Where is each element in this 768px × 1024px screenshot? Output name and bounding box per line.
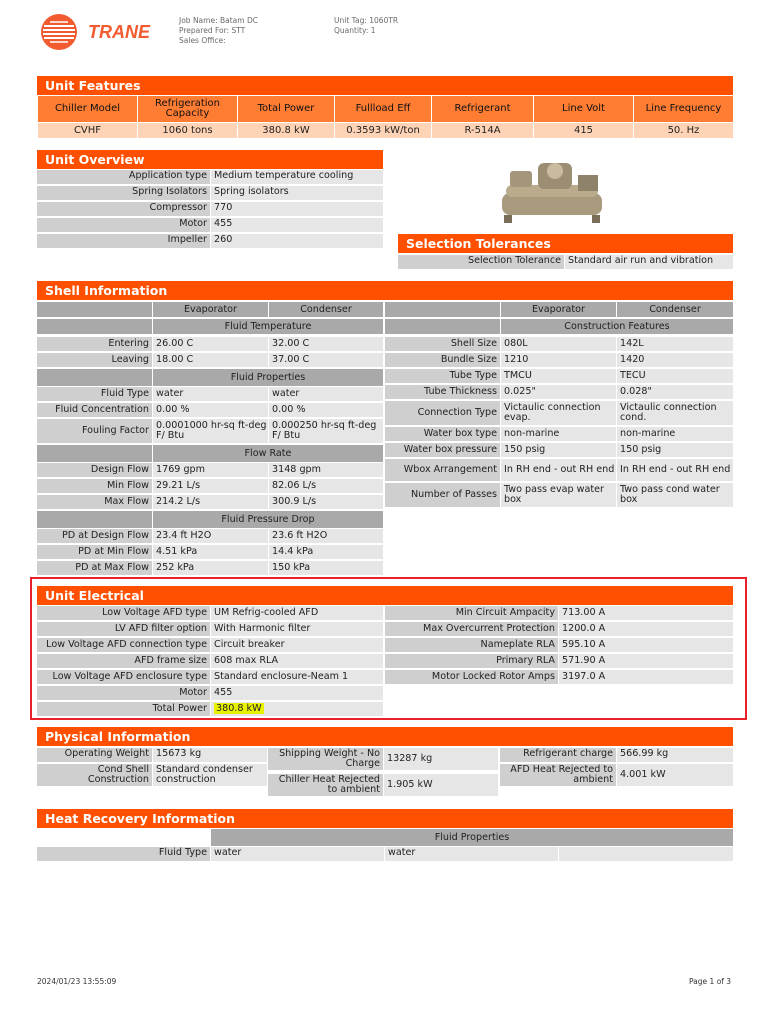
cond-shell-value: Standard condenser construction bbox=[153, 764, 267, 786]
cond-shell-label: Cond Shell Construction bbox=[37, 764, 152, 786]
total-power-highlight: 380.8 kW bbox=[216, 703, 262, 714]
overview-label: Motor bbox=[37, 218, 210, 232]
heat-recovery-empty-cell bbox=[559, 847, 733, 861]
shell-evap-value: 26.00 C bbox=[153, 337, 268, 351]
chiller-heat-label: Chiller Heat Rejected to ambient bbox=[268, 774, 383, 796]
shell-subheader: Construction Features bbox=[501, 319, 733, 334]
shell-cond-value: Victaulic connection cond. bbox=[617, 401, 733, 425]
shell-evap-value: In RH end - out RH end bbox=[501, 459, 616, 481]
shell-row-label: Number of Passes bbox=[385, 483, 500, 507]
electrical-value: 571.90 A bbox=[559, 654, 733, 668]
shell-evap-value: Victaulic connection evap. bbox=[501, 401, 616, 425]
shell-col-condenser: Condenser bbox=[617, 302, 733, 317]
feature-value: R-514A bbox=[432, 123, 533, 138]
unit-overview-title: Unit Overview bbox=[37, 150, 383, 169]
shipping-weight-value: 13287 kg bbox=[384, 748, 498, 770]
shell-cond-value: 37.00 C bbox=[269, 353, 383, 367]
electrical-value: Circuit breaker bbox=[211, 638, 383, 652]
shell-row-label: Min Flow bbox=[37, 479, 152, 493]
feature-value: CVHF bbox=[38, 123, 137, 138]
shell-row-label: Bundle Size bbox=[385, 353, 500, 367]
electrical-value: UM Refrig-cooled AFD bbox=[211, 606, 383, 620]
shell-cond-value: TECU bbox=[617, 369, 733, 383]
shell-cond-value: 300.9 L/s bbox=[269, 495, 383, 509]
overview-label: Application type bbox=[37, 170, 210, 184]
shell-subheader: Flow Rate bbox=[153, 445, 383, 462]
feature-header: Refrigerant bbox=[432, 96, 533, 122]
overview-label: Spring Isolators bbox=[37, 186, 210, 200]
electrical-label: Low Voltage AFD type bbox=[37, 606, 210, 620]
shell-subheader-spacer bbox=[37, 445, 152, 462]
shell-row-label: PD at Max Flow bbox=[37, 561, 152, 575]
shell-evap-value: 0.025" bbox=[501, 385, 616, 399]
shell-subheader-spacer bbox=[37, 369, 152, 386]
feature-value: 50. Hz bbox=[634, 123, 733, 138]
shell-evap-value: 0.0001000 hr-sq ft-deg F/ Btu bbox=[153, 419, 268, 443]
electrical-label: Max Overcurrent Protection bbox=[385, 622, 558, 636]
electrical-label: Nameplate RLA bbox=[385, 638, 558, 652]
shell-evap-value: non-marine bbox=[501, 427, 616, 441]
feature-header: Refrigeration Capacity bbox=[138, 96, 237, 122]
shell-evap-value: 0.00 % bbox=[153, 403, 268, 417]
shell-evap-value: 1769 gpm bbox=[153, 463, 268, 477]
prepared-for: Prepared For: STT bbox=[179, 26, 246, 35]
footer-timestamp: 2024/01/23 13:55:09 bbox=[37, 977, 117, 986]
trane-logo bbox=[40, 14, 162, 50]
heat-recovery-fluid-type-value: water bbox=[211, 847, 384, 861]
shell-row-label: Connection Type bbox=[385, 401, 500, 425]
heat-recovery-fluid-type-value: water bbox=[385, 847, 558, 861]
overview-value: Medium temperature cooling bbox=[211, 170, 383, 184]
shell-col-evaporator: Evaporator bbox=[501, 302, 616, 317]
shell-row-label: Fluid Type bbox=[37, 387, 152, 401]
shell-row-label: Leaving bbox=[37, 353, 152, 367]
unit-features-title: Unit Features bbox=[37, 76, 733, 95]
feature-header: Chiller Model bbox=[38, 96, 137, 122]
quantity: Quantity: 1 bbox=[334, 26, 376, 35]
shipping-weight-label: Shipping Weight - No Charge bbox=[268, 748, 383, 770]
shell-information-title: Shell Information bbox=[37, 281, 733, 300]
shell-row-label: Water box pressure bbox=[385, 443, 500, 457]
shell-subheader-spacer bbox=[37, 511, 152, 528]
shell-cond-value: 0.00 % bbox=[269, 403, 383, 417]
selection-tolerances-title: Selection Tolerances bbox=[398, 234, 733, 253]
overview-value: Spring isolators bbox=[211, 186, 383, 200]
shell-col-evaporator: Evaporator bbox=[153, 302, 268, 317]
job-name: Job Name: Batam DC bbox=[179, 16, 258, 25]
shell-cond-value: 0.000250 hr-sq ft-deg F/ Btu bbox=[269, 419, 383, 443]
feature-header: Total Power bbox=[238, 96, 334, 122]
shell-row-label: Water box type bbox=[385, 427, 500, 441]
total-power-value bbox=[211, 702, 383, 716]
electrical-label: AFD frame size bbox=[37, 654, 210, 668]
unit-tag: Unit Tag: 1060TR bbox=[334, 16, 399, 25]
heat-recovery-title: Heat Recovery Information bbox=[37, 809, 733, 828]
electrical-value: 455 bbox=[211, 686, 383, 700]
overview-value: 260 bbox=[211, 234, 383, 248]
feature-header: Fullload Eff bbox=[335, 96, 431, 122]
heat-recovery-fluid-properties-header: Fluid Properties bbox=[211, 829, 733, 846]
electrical-label: Low Voltage AFD enclosure type bbox=[37, 670, 210, 684]
shell-cond-value: 150 psig bbox=[617, 443, 733, 457]
shell-subheader: Fluid Temperature bbox=[153, 319, 383, 334]
shell-cond-value: Two pass cond water box bbox=[617, 483, 733, 507]
shell-subheader: Fluid Pressure Drop bbox=[153, 511, 383, 528]
shell-header-spacer bbox=[385, 302, 500, 317]
refrigerant-charge-value: 566.99 kg bbox=[617, 748, 733, 762]
chiller-image bbox=[496, 157, 608, 227]
selection-tolerance-label: Selection Tolerance bbox=[398, 255, 564, 269]
shell-col-condenser: Condenser bbox=[269, 302, 383, 317]
chiller-illustration-icon bbox=[496, 157, 608, 227]
overview-label: Impeller bbox=[37, 234, 210, 248]
feature-value: 415 bbox=[534, 123, 633, 138]
electrical-label: Min Circuit Ampacity bbox=[385, 606, 558, 620]
shell-cond-value: In RH end - out RH end bbox=[617, 459, 733, 481]
shell-row-label: Max Flow bbox=[37, 495, 152, 509]
shell-header-spacer bbox=[37, 302, 152, 317]
shell-row-label: Wbox Arrangement bbox=[385, 459, 500, 481]
shell-evap-value: 18.00 C bbox=[153, 353, 268, 367]
feature-value: 0.3593 kW/ton bbox=[335, 123, 431, 138]
unit-electrical-title: Unit Electrical bbox=[37, 586, 733, 605]
sales-office: Sales Office: bbox=[179, 36, 226, 45]
operating-weight-value: 15673 kg bbox=[153, 748, 267, 762]
overview-value: 455 bbox=[211, 218, 383, 232]
afd-heat-value: 4.001 kW bbox=[617, 764, 733, 786]
feature-value: 380.8 kW bbox=[238, 123, 334, 138]
shell-row-label: Entering bbox=[37, 337, 152, 351]
shell-subheader: Fluid Properties bbox=[153, 369, 383, 386]
electrical-label: Motor Locked Rotor Amps bbox=[385, 670, 558, 684]
shell-evap-value: 150 psig bbox=[501, 443, 616, 457]
shell-cond-value: 32.00 C bbox=[269, 337, 383, 351]
electrical-value: 713.00 A bbox=[559, 606, 733, 620]
heat-recovery-fluid-type-label: Fluid Type bbox=[37, 847, 210, 861]
electrical-value: 1200.0 A bbox=[559, 622, 733, 636]
shell-evap-value: Two pass evap water box bbox=[501, 483, 616, 507]
shell-row-label: PD at Min Flow bbox=[37, 545, 152, 559]
electrical-label: Low Voltage AFD connection type bbox=[37, 638, 210, 652]
electrical-value: 608 max RLA bbox=[211, 654, 383, 668]
shell-cond-value: water bbox=[269, 387, 383, 401]
shell-row-label: Tube Type bbox=[385, 369, 500, 383]
shell-evap-value: 252 kPa bbox=[153, 561, 268, 575]
shell-cond-value: non-marine bbox=[617, 427, 733, 441]
shell-evap-value: 1210 bbox=[501, 353, 616, 367]
shell-row-label: Design Flow bbox=[37, 463, 152, 477]
feature-header: Line Volt bbox=[534, 96, 633, 122]
brand-name: TRANE bbox=[88, 22, 150, 42]
shell-row-label: Fluid Concentration bbox=[37, 403, 152, 417]
chiller-heat-value: 1.905 kW bbox=[384, 774, 498, 796]
operating-weight-label: Operating Weight bbox=[37, 748, 152, 762]
shell-evap-value: 4.51 kPa bbox=[153, 545, 268, 559]
shell-cond-value: 82.06 L/s bbox=[269, 479, 383, 493]
electrical-value: With Harmonic filter bbox=[211, 622, 383, 636]
electrical-label: LV AFD filter option bbox=[37, 622, 210, 636]
physical-information-title: Physical Information bbox=[37, 727, 733, 746]
electrical-value: 3197.0 A bbox=[559, 670, 733, 684]
shell-row-label: Fouling Factor bbox=[37, 419, 152, 443]
shell-evap-value: 23.4 ft H2O bbox=[153, 529, 268, 543]
shell-cond-value: 1420 bbox=[617, 353, 733, 367]
electrical-value: Standard enclosure-Neam 1 bbox=[211, 670, 383, 684]
shell-evap-value: water bbox=[153, 387, 268, 401]
electrical-label: Total Power bbox=[37, 702, 210, 716]
shell-evap-value: 29.21 L/s bbox=[153, 479, 268, 493]
shell-cond-value: 23.6 ft H2O bbox=[269, 529, 383, 543]
feature-value: 1060 tons bbox=[138, 123, 237, 138]
refrigerant-charge-label: Refrigerant charge bbox=[500, 748, 616, 762]
afd-heat-label: AFD Heat Rejected to ambient bbox=[500, 764, 616, 786]
shell-evap-value: 214.2 L/s bbox=[153, 495, 268, 509]
shell-cond-value: 3148 gpm bbox=[269, 463, 383, 477]
shell-subheader-spacer bbox=[37, 319, 152, 334]
shell-subheader-spacer bbox=[385, 319, 500, 334]
footer-page-number: Page 1 of 3 bbox=[689, 977, 732, 986]
electrical-value: 595.10 A bbox=[559, 638, 733, 652]
shell-row-label: PD at Design Flow bbox=[37, 529, 152, 543]
electrical-label: Motor bbox=[37, 686, 210, 700]
feature-header: Line Frequency bbox=[634, 96, 733, 122]
shell-row-label: Tube Thickness bbox=[385, 385, 500, 399]
selection-tolerance-value: Standard air run and vibration bbox=[565, 255, 733, 269]
shell-cond-value: 0.028" bbox=[617, 385, 733, 399]
overview-value: 770 bbox=[211, 202, 383, 216]
shell-row-label: Shell Size bbox=[385, 337, 500, 351]
shell-cond-value: 142L bbox=[617, 337, 733, 351]
shell-cond-value: 14.4 kPa bbox=[269, 545, 383, 559]
electrical-label: Primary RLA bbox=[385, 654, 558, 668]
shell-evap-value: 080L bbox=[501, 337, 616, 351]
overview-label: Compressor bbox=[37, 202, 210, 216]
shell-cond-value: 150 kPa bbox=[269, 561, 383, 575]
shell-evap-value: TMCU bbox=[501, 369, 616, 383]
